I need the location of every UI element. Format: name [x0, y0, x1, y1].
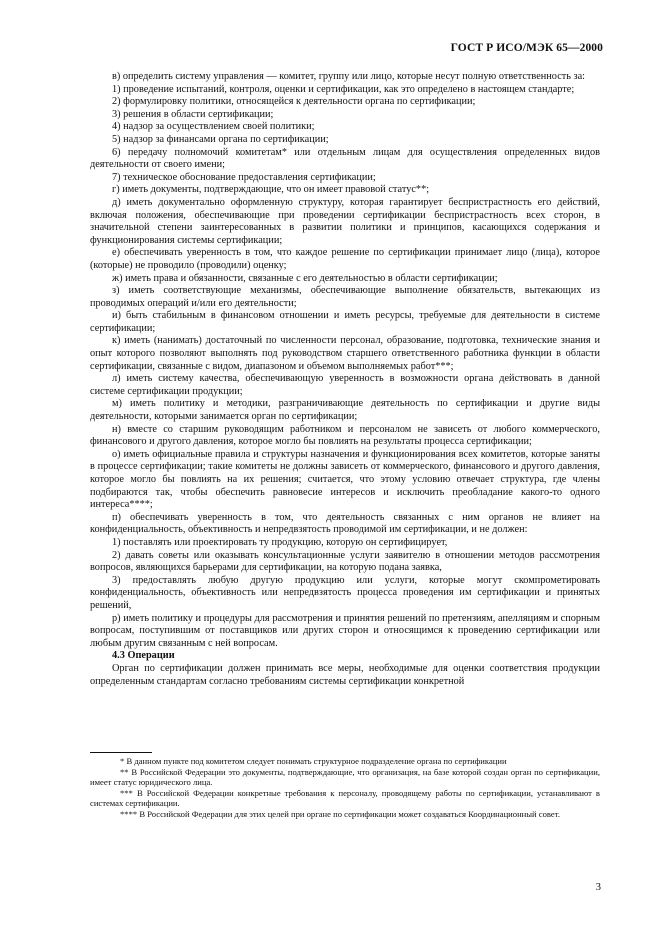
paragraph: з) иметь соответствующие механизмы, обеспечивающие выполнение обязательств, вытекающих из проводимых операций и/или его деятельности;	[90, 285, 600, 309]
body-text	[90, 71, 600, 688]
paragraph: и) быть стабильным в финансовом отношении и иметь ресурсы, требуемые для деятельности в системе сертификации;	[90, 310, 600, 334]
paragraph: е) обеспечивать уверенность в том, что каждое решение по сертификации принимает лицо (лица), которое (которые) не проводило (проводили) оценку;	[90, 247, 600, 271]
footnote: * В данном пункте под комитетом следует понимать структурное подразделение органа по сертификации	[120, 756, 507, 766]
paragraph: 2) формулировку политики, относящейся к деятельности органа по сертификации;	[112, 96, 476, 108]
footnote: *** В Российской Федерации конкретные требования к персоналу, проводящему работы по сертификации, устанавливают в системах сертификации.	[90, 787, 600, 809]
paragraph: н) вместе со старшим руководящим работником и персоналом не зависеть от любого коммерческого, финансового и другого давления, которое могло бы повлиять на результаты процесса сертификации;	[90, 423, 600, 448]
paragraph: г) иметь документы, подтверждающие, что он имеет правовой статус**;	[112, 184, 430, 196]
section-heading: 4.3 Операции	[112, 650, 175, 662]
paragraph: 5) надзор за финансами органа по сертификации;	[112, 133, 329, 145]
paragraph: 6) передачу полномочий комитетам* или отдельным лицам для осуществления определенных видов деятельности от своего имени;	[90, 146, 600, 171]
footnote-divider	[90, 752, 152, 753]
paragraph: л) иметь систему качества, обеспечивающую уверенность в возможности органа действовать в данной системе сертификации продукции;	[90, 373, 600, 397]
standard-header: ГОСТ Р ИСО/МЭК 65—2000	[450, 42, 603, 54]
paragraph: 7) техническое обоснование предоставления сертификации;	[112, 171, 376, 183]
paragraph: м) иметь политику и методики, разграничивающие деятельность по сертификации и другие виды деятельности, которыми занимается орган по сертификации;	[90, 398, 600, 423]
paragraph: к) иметь (нанимать) достаточный по численности персонал, образование, подготовка, технические знания и опыт которого позволяют выполнять под руководством старшего ответственного работника функции в области сертификации, связанные с видом, диапазоном и объемом выполняемых работ***;	[90, 335, 600, 372]
paragraph: 1) поставлять или проектировать ту продукцию, которую он сертифицирует,	[112, 536, 448, 548]
footnote: ** В Российской Федерации это документы, подтверждающие, что организация, на базе которой создан орган по сертификации, имеет статус юридического лица.	[90, 766, 600, 788]
paragraph: 3) предоставлять любую другую продукцию или услуги, которые могут скомпрометировать конфиденциальность, объективность или непредвзятость процесса проведения им сертификации и принятых решений,	[90, 574, 600, 611]
paragraph: в) определить систему управления — комитет, группу или лицо, которые несут полную ответственность за:	[112, 71, 586, 82]
page-number: 3	[595, 882, 601, 893]
paragraph: 4) надзор за осуществлением своей политики;	[112, 121, 315, 133]
paragraph: п) обеспечивать уверенность в том, что деятельность связанных с ним органов не влияет на конфиденциальность, объективность и непредвзятость проводимой им сертификации, и не должен:	[90, 511, 600, 536]
paragraph: р) иметь политику и процедуры для рассмотрения и принятия решений по претензиям, апелляциям и спорным вопросам, поступившим от поставщиков или других сторон и относящимся к проведению сертификации или любым другим связанным с ней вопросам.	[90, 612, 600, 649]
paragraph: 1) проведение испытаний, контроля, оценки и сертификации, как это определено в настоящем стандарте;	[112, 83, 575, 95]
paragraph: о) иметь официальные правила и структуры назначения и функционирования всех комитетов, которые заняты в процессе сертификации; такие комитеты не должны зависеть от коммерческого, финансового и другого давления, которое могло бы повлиять на их решения; считается, что этому условию отвечает структура, где члены подбираются так, чтобы обеспечить равновесие интересов и исключить преобладание какого-то одного интереса****;	[90, 448, 600, 511]
paragraph: д) иметь документально оформленную структуру, которая гарантирует беспристрастность его действий, включая положения, обеспечивающие при проведении сертификации беспристрастность всех сторон, в значительной степени заинтересованных в развитии политики и принципов, касающихся содержания и функционирования системы сертификации;	[90, 196, 600, 246]
paragraph: ж) иметь права и обязанности, связанные с его деятельностью в области сертификации;	[112, 272, 498, 284]
paragraph: 2) давать советы или оказывать консультационные услуги заявителю в отношении методов рассмотрения вопросов, являющихся барьерами для сертификации, на которую подана заявка,	[90, 549, 600, 574]
paragraph: Орган по сертификации должен принимать все меры, необходимые для оценки соответствия продукции определенным стандартам согласно требованиям системы сертификации конкретной	[90, 662, 600, 687]
footnotes	[90, 756, 600, 820]
footnote: **** В Российской Федерации для этих целей при органе по сертификации может создаваться Координационный совет.	[120, 808, 560, 819]
paragraph: 3) решения в области сертификации;	[112, 108, 274, 120]
